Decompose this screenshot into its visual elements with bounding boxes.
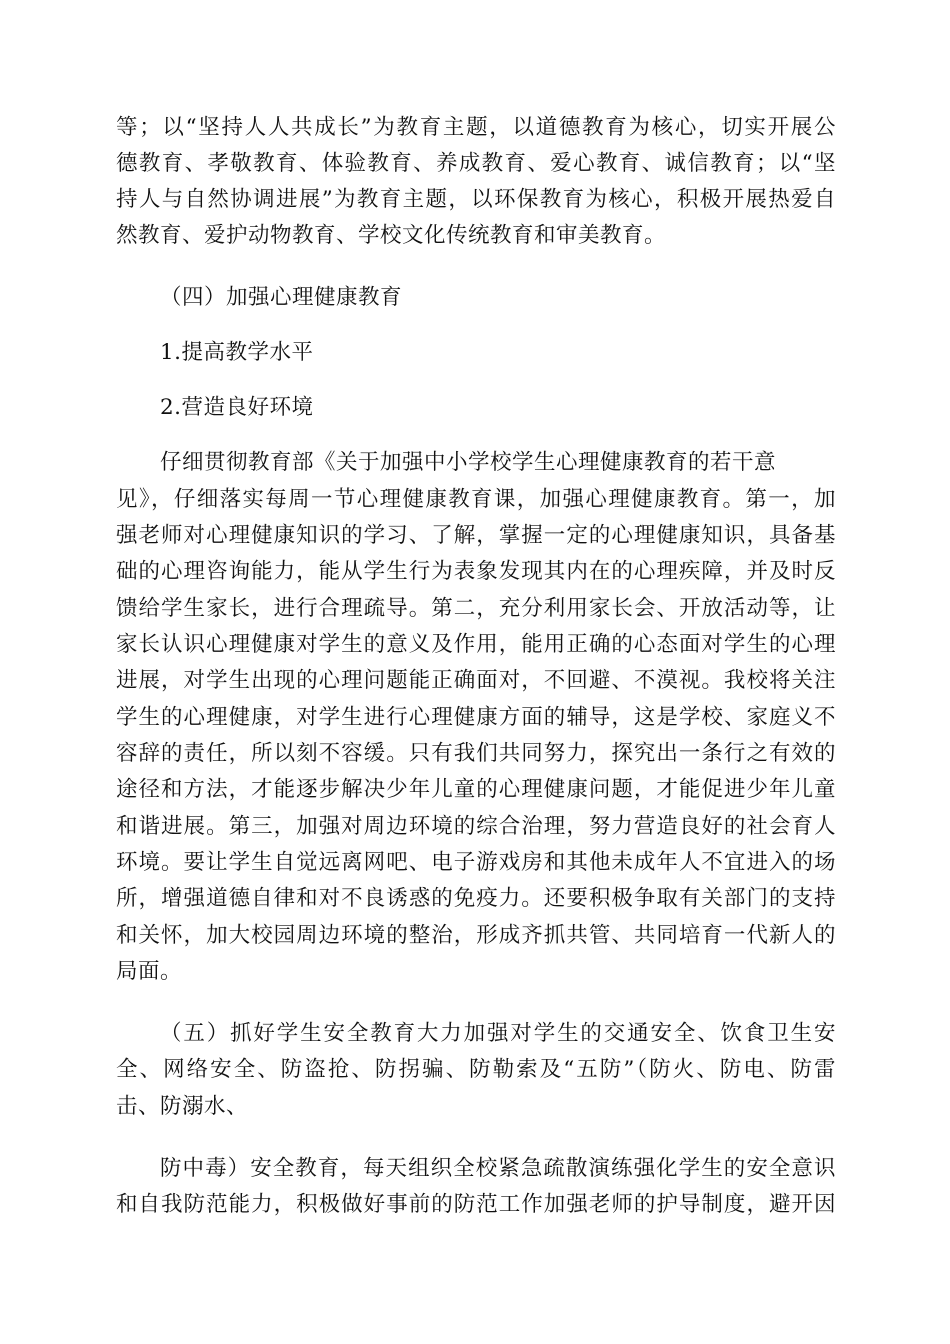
paragraph-2-line-5: 馈给学生家长，进行合理疏导。第二，充分利用家长会、开放活动等，让 <box>116 596 836 621</box>
paragraph-2-line-10: 途径和方法，才能逐步解决少年儿童的心理健康问题，才能促进少年儿童 <box>116 777 836 802</box>
paragraph-2-line-6: 家长认识心理健康对学生的意义及作用，能用正确的心态面对学生的心理 <box>116 632 836 657</box>
paragraph-1-line-3: 持人与自然协调进展”为教育主题，以环保教育为核心，积极开展热爱自 <box>116 187 836 212</box>
paragraph-2-line-9: 容辞的责任，所以刻不容缓。只有我们共同努力，探究出一条行之有效的 <box>116 741 836 766</box>
paragraph-3-line-3: 击、防溺水、 <box>116 1094 249 1119</box>
section-heading-4: （四）加强心理健康教育 <box>160 285 403 310</box>
paragraph-3-line-1: （五）抓好学生安全教育大力加强对学生的交通安全、饮食卫生安 <box>160 1021 836 1046</box>
paragraph-2-line-8: 学生的心理健康，对学生进行心理健康方面的辅导，这是学校、家庭义不 <box>116 705 836 730</box>
paragraph-2-line-12: 环境。要让学生自觉远离网吧、电子游戏房和其他未成年人不宜进入的场 <box>116 850 836 875</box>
paragraph-4-line-2: 和自我防范能力，积极做好事前的防范工作加强老师的护导制度，避开因 <box>116 1192 836 1217</box>
paragraph-2-line-14: 和关怀，加大校园周边环境的整治，形成齐抓共管、共同培育一代新人的 <box>116 923 836 948</box>
list-item-2: 2.营造良好环境 <box>160 395 314 420</box>
paragraph-1-line-4: 然教育、爱护动物教育、学校文化传统教育和审美教育。 <box>116 223 667 248</box>
paragraph-2-line-7: 进展，对学生出现的心理问题能正确面对，不回避、不漠视。我校将关注 <box>116 668 836 693</box>
paragraph-2-line-1: 仔细贯彻教育部《关于加强中小学校学生心理健康教育的若干意 <box>160 450 777 475</box>
paragraph-3-line-2: 全、网络安全、防盗抢、防拐骗、防勒索及“五防”（防火、防电、防雷 <box>116 1057 836 1082</box>
paragraph-2-line-3: 强老师对心理健康知识的学习、了解，掌握一定的心理健康知识，具备基 <box>116 523 836 548</box>
paragraph-2-line-13: 所，增强道德自律和对不良诱惑的免疫力。还要积极争取有关部门的支持 <box>116 886 836 911</box>
paragraph-2-line-4: 础的心理咨询能力，能从学生行为表象发现其内在的心理疾障，并及时反 <box>116 559 836 584</box>
paragraph-1-line-2: 德教育、孝敬教育、体验教育、养成教育、爱心教育、诚信教育；以“坚 <box>116 151 836 176</box>
paragraph-4-line-1: 防中毒）安全教育，每天组织全校紧急疏散演练强化学生的安全意识 <box>160 1156 836 1181</box>
paragraph-2-line-15: 局面。 <box>116 959 183 984</box>
paragraph-1-line-1: 等；以“坚持人人共成长”为教育主题，以道德教育为核心，切实开展公 <box>116 115 836 140</box>
list-item-1: 1.提高教学水平 <box>160 340 314 365</box>
paragraph-2-line-11: 和谐进展。第三，加强对周边环境的综合治理，努力营造良好的社会育人 <box>116 814 836 839</box>
paragraph-2-line-2: 见》，仔细落实每周一节心理健康教育课，加强心理健康教育。第一，加 <box>116 487 836 512</box>
